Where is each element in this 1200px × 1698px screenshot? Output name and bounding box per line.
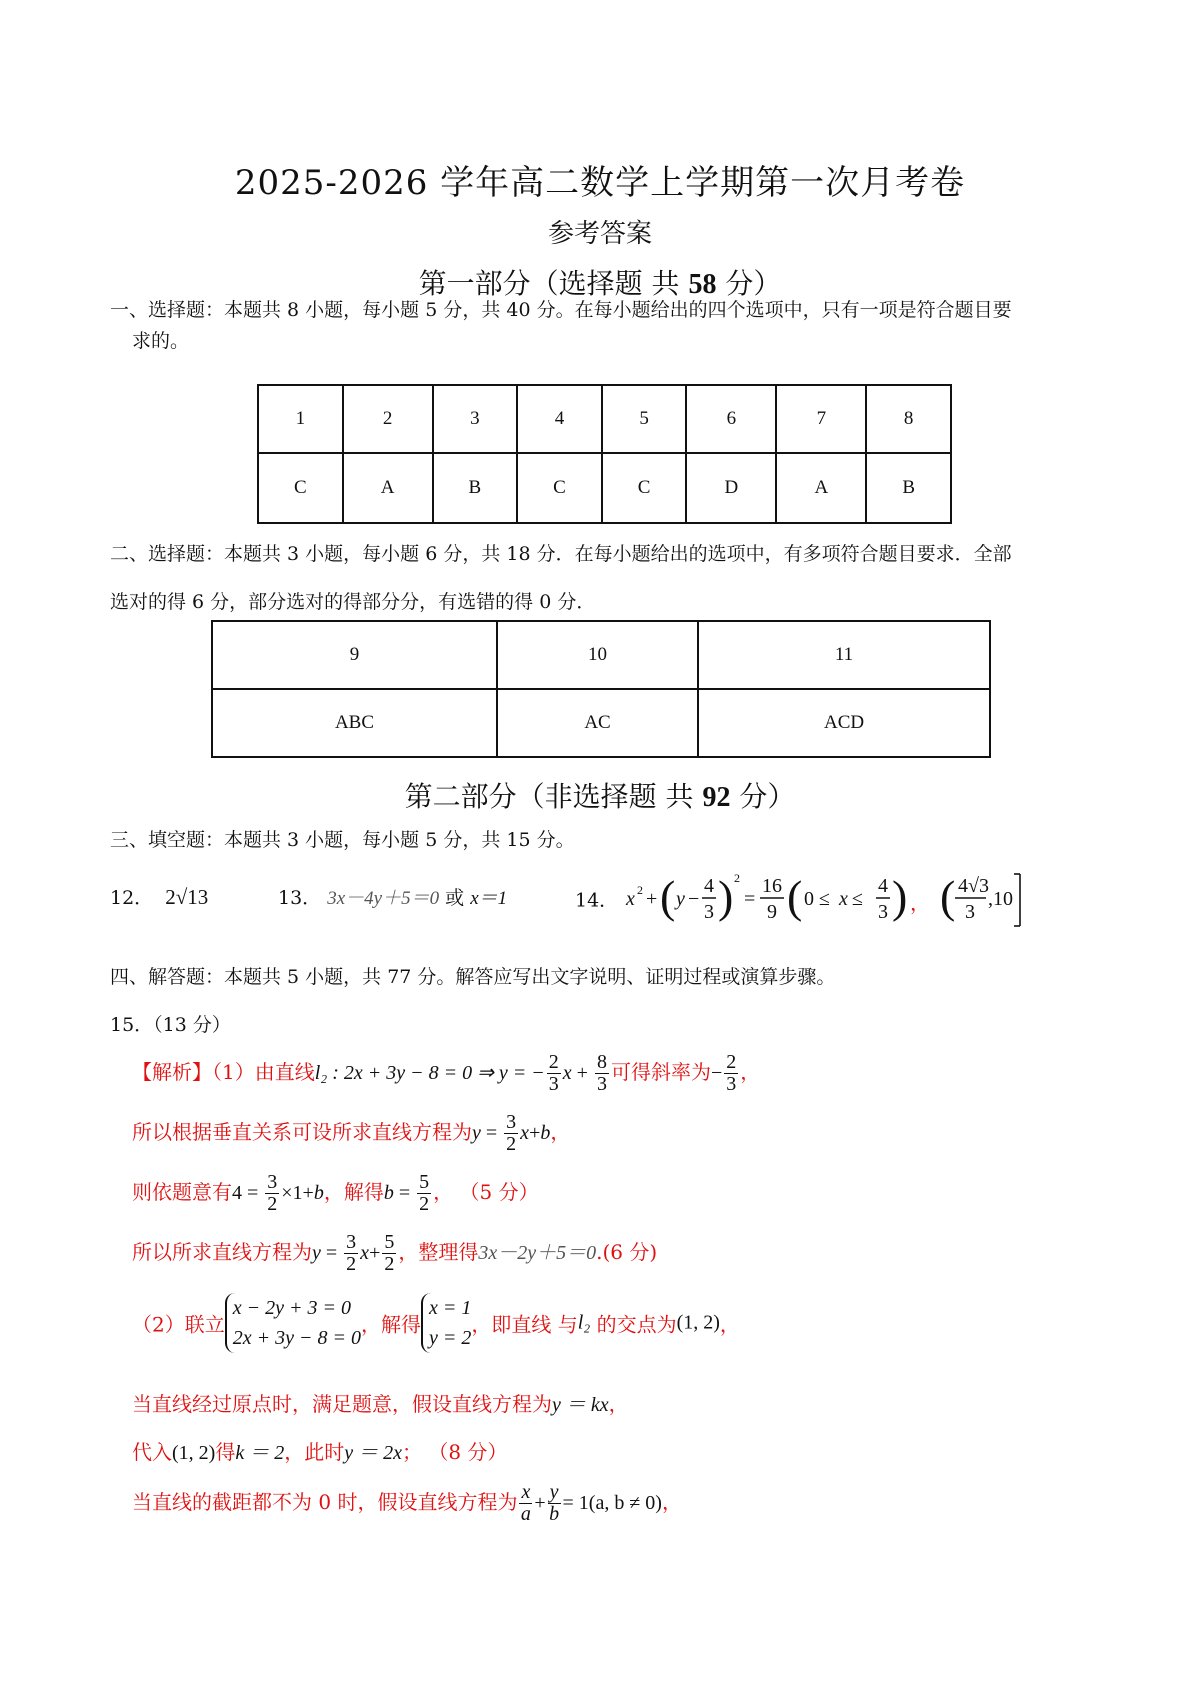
solution-l7-substitute: 代入: [132, 1440, 172, 1464]
system-eq-2: 2x + 3y − 8 = 0: [232, 1327, 361, 1349]
solution-y: y = 2: [428, 1327, 472, 1349]
fraction: $\frac{2}{3}$: [548, 1051, 559, 1095]
q13-equation: 3x－4y＋5＝0: [327, 888, 440, 909]
solution-l5-intro: （2）联立: [132, 1312, 225, 1337]
svg-text:4: 4: [878, 875, 889, 897]
fraction: $\frac{5}{2}$: [419, 1171, 430, 1215]
svg-text:16: 16: [762, 875, 783, 897]
q12-answer: 2√13: [165, 885, 209, 909]
section2-line2: 选对的得 6 分，部分选对的得部分分，有选错的得 0 分．: [110, 591, 596, 613]
table-cell: 4: [517, 385, 602, 453]
section1-line1: 一、选择题：本题共 8 小题，每小题 5 分，共 40 分。在每小题给出的四个选项中，只有一项是符合题目要: [110, 299, 1012, 321]
svg-text:4√3: 4√3: [958, 875, 990, 897]
table-cell: A: [343, 453, 433, 523]
table-cell: ABC: [212, 689, 497, 757]
q13-number: 13．: [278, 887, 322, 909]
part2-heading-post: 分）: [730, 780, 796, 813]
solution-l4-arrange: ，整理得: [398, 1240, 479, 1264]
fraction: $\frac{8}{3}$: [596, 1051, 607, 1095]
table-cell: C: [602, 453, 687, 523]
solution-l6-text: 当直线经过原点时，满足题意，假设直线方程为: [132, 1392, 552, 1416]
svg-text:，: ，: [910, 893, 931, 915]
solution-l8-text: 当直线的截距都不为 0 时，假设直线方程为: [132, 1490, 518, 1514]
answer-table-2-answer-row: [212, 689, 990, 757]
solution-tag: 【解析】: [132, 1060, 212, 1084]
solution-l7-k: k ＝ 2: [235, 1442, 285, 1464]
q13-alt-equation: x＝1: [470, 888, 508, 909]
svg-text:≤: ≤: [852, 888, 864, 910]
part2-heading-pre: 第二部分（非选择题 共: [404, 780, 703, 813]
solution-line-5: [132, 1293, 740, 1353]
q13-answer-line: [278, 883, 507, 910]
solution-line-3: 则依题意有4 = $\frac{3}{2}$ ×1+b，解得b = $\frac{5}{2}$ ， （5 分）: [132, 1171, 539, 1215]
solution-line-2: 所以根据垂直关系可设所求直线方程为y = $\frac{3}{2}$ x+b，: [132, 1111, 571, 1155]
table-cell: 11: [698, 621, 990, 689]
svg-text:3: 3: [965, 901, 976, 923]
table-cell: 1: [258, 385, 343, 453]
table-cell: 5: [602, 385, 687, 453]
solution-l1-equation: l₂ : 2x + 3y − 8 = 0 ⇒ y = −: [314, 1062, 545, 1084]
solution-l4-result: 3x－2y＋5＝0: [478, 1242, 597, 1264]
fraction: $\frac{3}{2}$: [346, 1231, 357, 1275]
q13-or: 或: [439, 887, 471, 909]
solution-l4-text: 所以所求直线方程为: [132, 1240, 312, 1264]
svg-text:(: (: [787, 871, 803, 922]
solution-l1-slope-text: 可得斜率为: [610, 1060, 711, 1084]
table-cell: 2: [343, 385, 433, 453]
fraction: $\frac{5}{2}$: [384, 1231, 395, 1275]
q14-number: 14．: [575, 889, 619, 912]
solution-system: [421, 1293, 471, 1353]
solution-l2-text: 所以根据垂直关系可设所求直线方程为: [132, 1120, 472, 1144]
section2-line1: 二、选择题：本题共 3 小题，每小题 6 分，共 18 分．在每小题给出的选项中，有多项符合题目要求．全部: [110, 543, 1012, 565]
table-cell: B: [433, 453, 518, 523]
solution-l3-solve: ，解得: [323, 1180, 384, 1204]
fraction: $\frac{y}{b}$: [549, 1481, 560, 1525]
system-eq-1: x − 2y + 3 = 0: [232, 1297, 351, 1319]
svg-text:2: 2: [637, 883, 644, 897]
table-cell: 6: [686, 385, 776, 453]
page-subtitle: 参考答案: [547, 219, 652, 249]
table-cell: C: [517, 453, 602, 523]
solution-line-6: [132, 1388, 629, 1417]
part2-heading: [0, 775, 1200, 815]
svg-text:0 ≤: 0 ≤: [804, 888, 831, 910]
table-cell: C: [258, 453, 343, 523]
solution-l7-line: y ＝ 2x: [344, 1442, 402, 1464]
solution-x: x = 1: [428, 1297, 472, 1319]
answer-table-2: [211, 620, 991, 758]
solution-l5-solve: ，解得: [360, 1312, 421, 1337]
section1-line2: 求的。: [132, 330, 190, 352]
fraction: $\frac{x}{a}$: [520, 1481, 531, 1525]
part1-score: 58: [688, 269, 717, 300]
solution-l1-intro: （1）由直线: [212, 1060, 315, 1084]
answer-table-2-header-row: [212, 621, 990, 689]
svg-text:−: −: [688, 888, 700, 910]
solution-line-7: [132, 1436, 507, 1465]
svg-text:y: y: [676, 888, 686, 910]
answer-table-1: [257, 384, 952, 524]
solution-l5-intersection-text: 的交点为: [590, 1312, 677, 1337]
solution-l7-score: ； （8 分）: [401, 1440, 508, 1464]
svg-text:3: 3: [878, 901, 889, 923]
svg-text:x: x: [626, 888, 636, 910]
table-cell: 10: [497, 621, 698, 689]
table-cell: A: [776, 453, 866, 523]
solution-l5-text: ，即直线 与: [471, 1312, 578, 1337]
solution-l3-text: 则依题意有: [132, 1180, 232, 1204]
svg-text:(: (: [940, 871, 956, 922]
section4-instructions: 四、解答题：本题共 5 小题，共 77 分。解答应写出文字说明、证明过程或演算步骤。: [110, 966, 836, 988]
svg-text:x: x: [839, 888, 849, 910]
solution-line-1: 【解析】（1）由直线l₂ : 2x + 3y − 8 = 0 ⇒ y = − $\frac{2}{3}$ x + $\frac{8}{3}$ 可得斜率为− $\frac{2}{3}$ ，: [132, 1051, 761, 1095]
fraction: $\frac{2}{3}$: [726, 1051, 737, 1095]
svg-text:+: +: [646, 888, 658, 910]
svg-text:): ): [718, 871, 734, 922]
svg-text:4: 4: [704, 875, 715, 897]
solution-l8-equation: = 1(a, b ≠ 0): [562, 1492, 662, 1514]
answer-table-1-header-row: [258, 385, 951, 453]
page-title: 2025-2026 学年高二数学上学期第一次月考卷: [234, 163, 966, 203]
part1-heading-post: 分）: [716, 267, 782, 300]
fill-in-answers: [110, 883, 208, 910]
solution-l4-score: .(6 分): [596, 1240, 658, 1264]
solution-l8-comma: ，: [661, 1490, 682, 1514]
solution-l7-get: 得: [215, 1440, 236, 1464]
table-cell: 3: [433, 385, 518, 453]
solution-line-8: 当直线的截距都不为 0 时，假设直线方程为 $\frac{x}{a}$ + $\frac{y}{b}$ = 1(a, b ≠ 0)，: [132, 1481, 682, 1525]
solution-l5-comma: ，: [719, 1312, 740, 1337]
solution-l6-comma: ，: [608, 1392, 629, 1416]
table-cell: 7: [776, 385, 866, 453]
section1-instructions: [110, 295, 1105, 357]
table-cell: ACD: [698, 689, 990, 757]
part1-heading-pre: 第一部分（选择题 共: [418, 267, 689, 300]
solution-l7-then: ，此时: [284, 1440, 345, 1464]
solution-line-4: 所以所求直线方程为y = $\frac{3}{2}$ x+ $\frac{5}{2}$ ，整理得3x－2y＋5＝0.(6 分): [132, 1231, 658, 1275]
section2-instructions: [110, 530, 1105, 626]
table-cell: D: [686, 453, 776, 523]
svg-text:3: 3: [704, 901, 715, 923]
fraction: $\frac{3}{2}$: [506, 1111, 517, 1155]
svg-text:9: 9: [767, 901, 778, 923]
fraction: $\frac{3}{2}$: [267, 1171, 278, 1215]
section3-instructions: 三、填空题：本题共 3 小题，每小题 5 分，共 15 分。: [110, 829, 575, 851]
solution-l3-score: （5 分）: [459, 1180, 539, 1204]
q15-title: 15．（13 分）: [110, 1014, 231, 1036]
table-cell: B: [866, 453, 951, 523]
svg-text:,10: ,10: [988, 888, 1014, 910]
solution-l5-line-label: l₂: [577, 1311, 591, 1334]
table-cell: 9: [212, 621, 497, 689]
solution-l7-point: (1, 2): [172, 1442, 216, 1464]
solution-l6-equation: y ＝ kx: [552, 1394, 609, 1416]
svg-text:2: 2: [734, 871, 741, 885]
q14-formula: [624, 868, 1044, 930]
equation-system: [225, 1293, 361, 1353]
table-cell: 8: [866, 385, 951, 453]
table-cell: AC: [497, 689, 698, 757]
part2-score: 92: [702, 782, 731, 813]
q12-number: 12．: [110, 887, 154, 909]
solution-l5-point: (1, 2): [676, 1311, 720, 1334]
q14-answer-line: [575, 868, 1044, 930]
svg-text:(: (: [660, 871, 676, 922]
svg-text:=: =: [744, 888, 756, 910]
answer-table-1-answer-row: [258, 453, 951, 523]
svg-text:): ): [892, 871, 908, 922]
